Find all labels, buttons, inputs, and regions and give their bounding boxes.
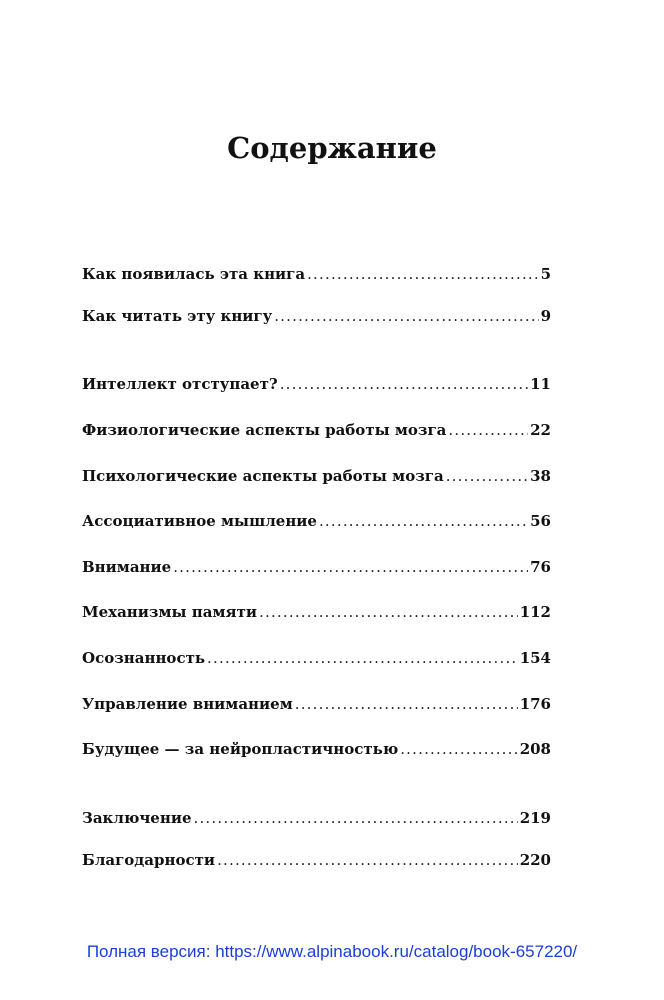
dot-leader: [173, 555, 528, 579]
dot-leader: [448, 418, 528, 442]
dot-leader: [259, 600, 518, 624]
dot-leader: [307, 262, 538, 286]
toc-entry[interactable]: [82, 464, 551, 488]
toc-entry[interactable]: [82, 304, 551, 328]
toc-entry-page: 154: [519, 649, 551, 667]
dot-leader: [319, 509, 528, 533]
toc-entry-page: 176: [519, 695, 551, 713]
toc-entry-title: Благодарности: [82, 851, 216, 869]
toc-entry[interactable]: [82, 737, 551, 761]
toc-entry-page: 76: [530, 558, 551, 576]
toc-entry-title: Ассоциативное мышление: [82, 512, 317, 530]
dot-leader: [400, 737, 517, 761]
toc-entry-page: 22: [530, 421, 551, 439]
toc-entry[interactable]: [82, 372, 551, 396]
toc-entry-title: Заключение: [82, 809, 192, 827]
toc-entry-page: 9: [540, 307, 551, 325]
toc-entry-page: 38: [530, 467, 551, 485]
toc-entry[interactable]: [82, 600, 551, 624]
dot-leader: [446, 464, 528, 488]
toc-entry-title: Психологические аспекты работы мозга: [82, 467, 444, 485]
toc-entry-title: Будущее — за нейропластичностью: [82, 740, 399, 758]
dot-leader: [207, 646, 518, 670]
dot-leader: [274, 304, 538, 328]
dot-leader: [280, 372, 528, 396]
toc-entry-page: 56: [530, 512, 551, 530]
toc-entry[interactable]: [82, 848, 551, 872]
dot-leader: [295, 692, 518, 716]
full-version-link[interactable]: https://www.alpinabook.ru/catalog/book-657220/: [215, 942, 578, 961]
toc-entry-page: 208: [519, 740, 551, 758]
toc-entry-title: Механизмы памяти: [82, 603, 258, 621]
toc-entry-page: 112: [519, 603, 551, 621]
dot-leader: [194, 806, 518, 830]
toc-entry[interactable]: [82, 646, 551, 670]
toc-entry-page: 219: [519, 809, 551, 827]
dot-leader: [217, 848, 518, 872]
page-title: Содержание: [227, 131, 437, 165]
toc-entry-title: Управление вниманием: [82, 695, 293, 713]
full-version-label: Полная версия:: [86, 942, 216, 961]
toc-entry-title: Осознанность: [82, 649, 206, 667]
toc-entry[interactable]: [82, 806, 551, 830]
full-version-notice: [0, 940, 664, 964]
toc-entry-title: Как появилась эта книга: [82, 265, 306, 283]
toc-entry-page: 5: [540, 265, 551, 283]
table-of-contents: [82, 0, 551, 1000]
toc-entry[interactable]: [82, 555, 551, 579]
toc-entry-title: Интеллект отступает?: [82, 375, 278, 393]
toc-entry[interactable]: [82, 692, 551, 716]
toc-entry-title: Как читать эту книгу: [82, 307, 273, 325]
toc-entry[interactable]: [82, 262, 551, 286]
toc-entry-title: Внимание: [82, 558, 172, 576]
toc-entry[interactable]: [82, 509, 551, 533]
toc-entry[interactable]: [82, 418, 551, 442]
toc-entry-title: Физиологические аспекты работы мозга: [82, 421, 447, 439]
toc-entry-page: 220: [519, 851, 551, 869]
toc-entry-page: 11: [530, 375, 551, 393]
